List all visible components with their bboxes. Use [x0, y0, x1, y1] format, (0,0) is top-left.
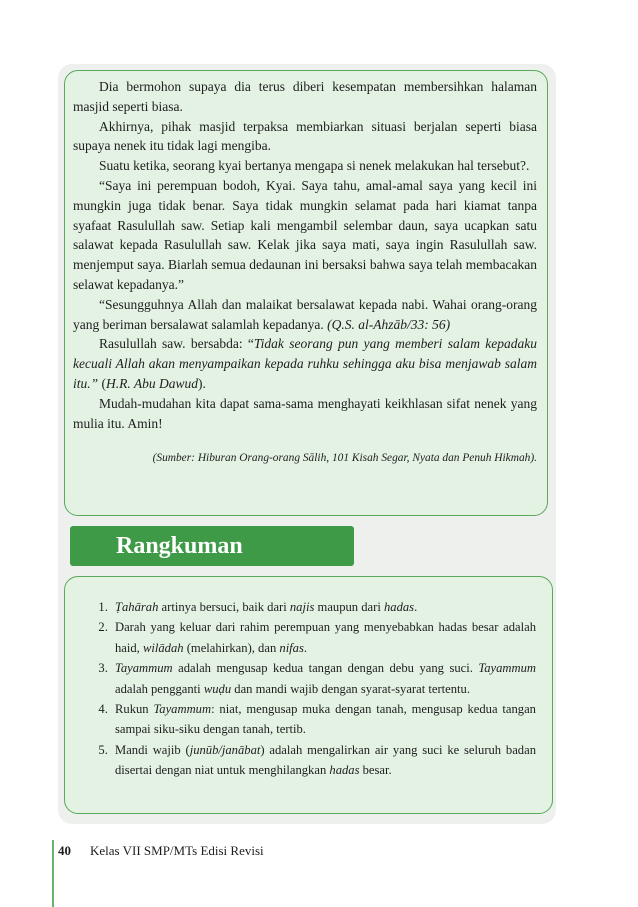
italic-text: Ṭahārah [115, 600, 159, 614]
text-run: “Saya ini perempuan bodoh, Kyai. Saya tahu, amal-amal saya yang kecil ini mungkin juga tidak benar. Saya tidak mungkin selamat pada hari kiamat tanpa syafaat Rasulullah saw. Setiap kali mengambil selembar daun, saya ucapkan satu salawat kepada Rasulullah saw. Kelak jika saya mati, saya ingin Rasulullah saw. menjemput saya. Biarlah semua dedaunan ini bersaksi bahwa saya telah membacakan selawat kepadanya.” [73, 177, 537, 292]
italic-text: Tayammum [153, 702, 212, 717]
italic-text: H.R. Abu Dawud [106, 375, 199, 391]
text-run: adalah pengganti [115, 681, 204, 696]
text-run: Akhirnya, pihak masjid terpaksa membiarkan situasi berjalan seperti biasa supaya nenek itu tidak lagi mengiba. [73, 118, 537, 154]
italic-text: wilādah [142, 640, 184, 655]
italic-text: hadas [383, 600, 415, 614]
page-number: 40 [58, 843, 71, 858]
story-text [73, 77, 537, 433]
text-run: artinya bersuci, baik dari [158, 600, 290, 614]
italic-text: Tidak seorang pun yang memberi salam kepadaku kecuali Allah akan menyampaikan kepada ruhku sehingga aku bisa menjawab salam itu.” [73, 336, 537, 391]
story-paragraph [73, 394, 537, 434]
book-title: Kelas VII SMP/MTs Edisi Revisi [90, 843, 264, 858]
story-box [64, 70, 548, 516]
text-run: . [414, 600, 418, 614]
text-run: ). [198, 375, 206, 391]
summary-banner [70, 526, 354, 566]
summary-title: Rangkuman [116, 533, 243, 559]
text-run: Rukun [115, 702, 154, 717]
italic-text: Tayammum [115, 661, 173, 676]
text-run: Mudah-mudahan kita dapat sama-sama menghayati keikhlasan sifat nenek yang mulia itu. Amin! [73, 395, 537, 431]
text-run: Rasulullah saw. bersabda: “ [99, 336, 254, 352]
text-run: ( [98, 375, 107, 391]
italic-text: hadas [329, 763, 360, 778]
summary-item [111, 699, 536, 740]
summary-item [111, 617, 536, 658]
story-paragraph [73, 77, 537, 117]
footer-rule [52, 840, 54, 907]
story-paragraph [73, 117, 537, 157]
story-paragraph [73, 334, 537, 393]
summary-list [65, 597, 536, 781]
summary-box [64, 576, 553, 814]
text-run: maupun dari [314, 600, 384, 614]
text-run: Suatu ketika, seorang kyai bertanya mengapa si nenek melakukan hal tersebut?. [99, 158, 530, 174]
text-run: (melahirkan), dan [183, 640, 280, 655]
italic-text: wuḍu [203, 681, 232, 696]
text-run: dan mandi wajib dengan syarat-syarat tertentu. [231, 681, 470, 696]
text-run: adalah mengusap kedua tangan dengan debu yang suci. [172, 661, 479, 676]
text-run: besar. [359, 763, 392, 778]
italic-text: junūb/janābat [189, 742, 261, 757]
text-run: ) adalah mengalirkan air yang suci ke seluruh badan disertai dengan niat untuk menghilangkan [115, 742, 536, 778]
summary-item [111, 658, 536, 699]
italic-text: Tayammum [478, 661, 536, 676]
text-run: . [303, 640, 308, 655]
text-run: “Sesungguhnya Allah dan malaikat bersalawat kepada nabi. Wahai orang-orang yang beriman bersalawat salamlah kepadanya. [73, 296, 537, 332]
italic-text: (Q.S. al-Ahzāb/33: 56) [327, 316, 451, 332]
story-paragraph [73, 176, 537, 295]
story-paragraph [73, 295, 537, 335]
text-run: Darah yang keluar dari rahim perempuan yang menyebabkan hadas besar adalah haid, [115, 620, 536, 655]
text-run: Dia bermohon supaya dia terus diberi kesempatan membersihkan halaman masjid seperti biasa. [73, 79, 537, 114]
italic-text: nifas [279, 640, 304, 655]
story-source: (Sumber: Hiburan Orang-orang Sālih, 101 Kisah Segar, Nyata dan Penuh Hikmah). [152, 452, 537, 465]
text-run: : niat, mengusap muka dengan tanah, mengusap kedua tangan sampai siku-siku dengan tanah, tertib. [115, 702, 536, 737]
italic-text: najis [289, 600, 315, 614]
summary-item [111, 597, 536, 617]
story-paragraph [73, 156, 537, 176]
text-run: Mandi wajib ( [115, 742, 190, 757]
summary-item [111, 740, 536, 781]
